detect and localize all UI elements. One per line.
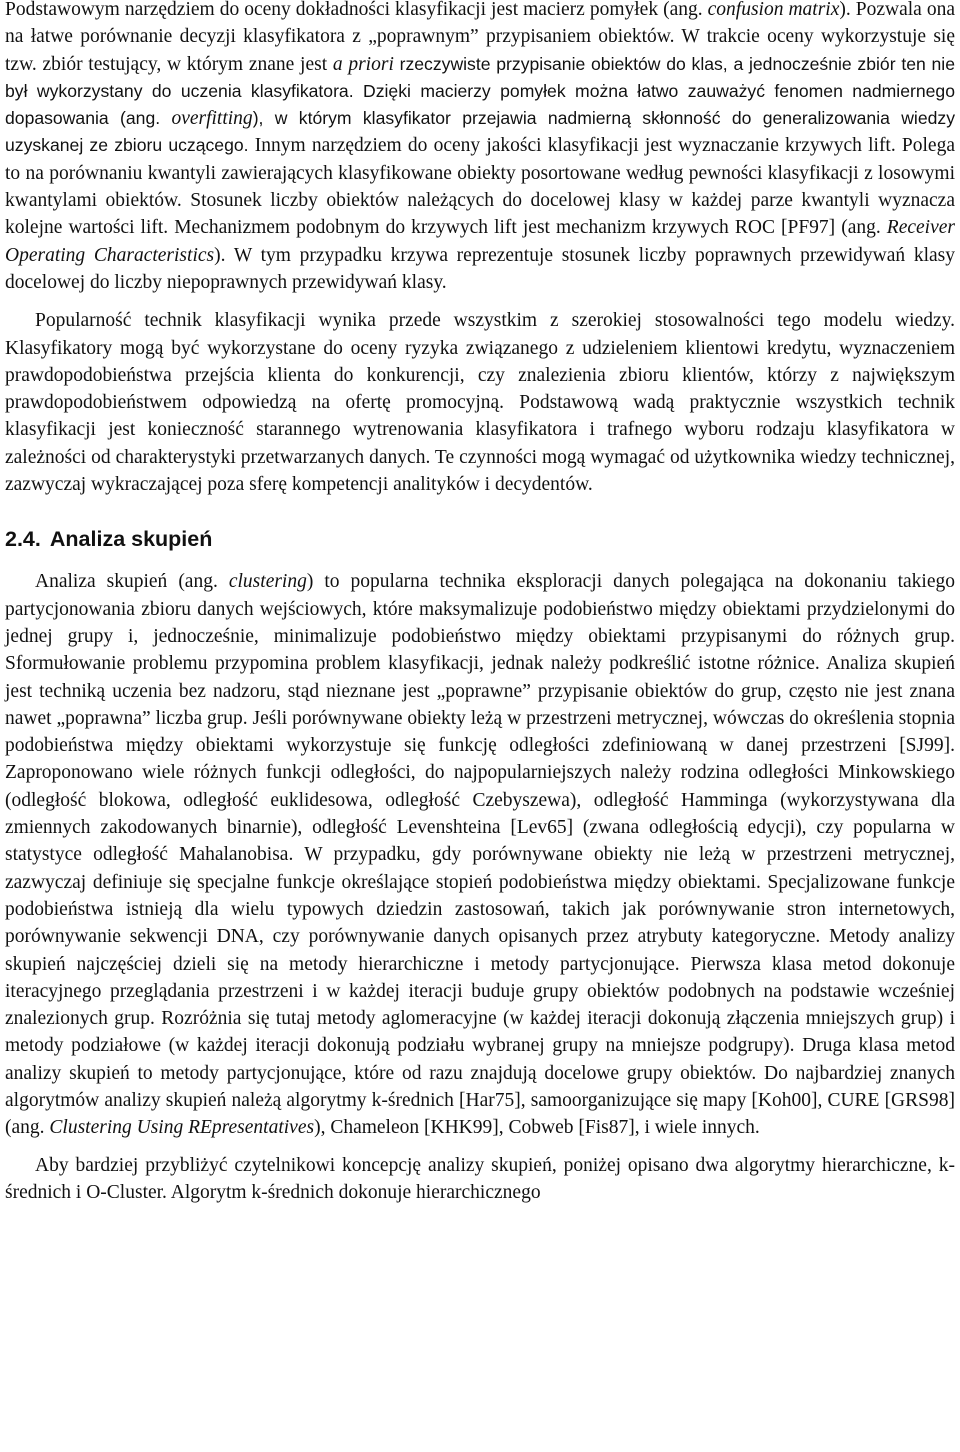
- text-run: Analiza skupień (ang.: [35, 571, 229, 593]
- text-run: ), Chameleon [KHK99], Cobweb [Fis87], i wiele innych.: [314, 1117, 760, 1139]
- italic-term: overfitting: [171, 108, 253, 130]
- text-run: Popularność technik klasyfikacji wynika przede wszystkim z szerokiej stosowalności tego modelu wiedzy. Klasyfikatory mogą być wykorzystane do oceny ryzyka związanego z udzieleniem klientowi kredytu, wyznaczeniem prawdopodobieństwa przejścia klienta do konkurencji, czy znalezienia zbioru klientów, którzy z największym prawdopodobieństwem odpowiedzą na ofertę promocyjną. Podstawową wadą praktycznie wszystkich technik klasyfikacji jest konieczność starannego wytrenowania klasyfikatora i trafnego wyboru rodzaju klasyfikatora w zależności od charakterystyki przetwarzanych danych. Te czynności mogą wymagać od użytkownika wiedzy technicznej, zazwyczaj wykraczającej poza sferę kompetencji analityków i decydentów.: [5, 310, 955, 496]
- paragraph-classification-popularity: [5, 307, 955, 498]
- text-run: rzeczywiste przypisanie obiektów do klas, a jednocześnie zbiór ten nie był wykorzystany do uczenia klasyfikatora. Dzięki macierzy pomyłek można łatwo zauważyć fenomen nadmiernego dopasowania (ang.: [5, 53, 955, 129]
- section-heading: [5, 524, 955, 554]
- text-run: Innym narzędziem do oceny jakości klasyfikacji jest wyznaczanie krzywych lift. Polega to na porównaniu kwantyli zawierających klasyfikowane obiekty posortowane według pewności klasyfikacji z losowymi kwantylami obiektów. Stosunek liczby obiektów należących do docelowej klasy w każdej parze kwantyli wyznacza kolejne wartości lift. Mechanizmem podobnym do krzywych lift jest mechanizm krzywych ROC [PF97] (ang.: [5, 135, 955, 239]
- italic-term: clustering: [228, 571, 307, 593]
- text-run: ), w którym klasyfikator przejawia nadmierną skłonność do generalizowania wiedzy uzyskanej ze zbioru uczącego.: [5, 108, 955, 156]
- paragraph-clustering-definition: [5, 568, 955, 1141]
- text-run: ). Pozwala ona na łatwe porównanie decyzji klasyfikatora z „poprawnym” przypisaniem obiektów. W trakcie oceny wykorzystuje się tzw. zbiór testujący, w którym znane jest: [5, 0, 955, 75]
- italic-term: confusion matrix: [707, 0, 840, 20]
- text-run: Podstawowym narzędziem do oceny dokładności klasyfikacji jest macierz pomyłek (ang.: [5, 0, 708, 20]
- text-run: ). W tym przypadku krzywa reprezentuje stosunek liczby poprawnych przewidywań klasy docelowej do liczby niepoprawnych przewidywań klasy.: [5, 244, 955, 293]
- paragraph-classification-evaluation: [5, 0, 955, 296]
- section-number: 2.4.: [5, 527, 41, 552]
- italic-term: a priori: [332, 53, 394, 75]
- italic-term: Clustering Using REpresentatives: [49, 1117, 315, 1139]
- section-title: Analiza skupień: [49, 527, 213, 552]
- page-content: [5, 0, 955, 1206]
- italic-term: Receiver Operating Characteristics: [5, 217, 955, 266]
- text-run: ) to popularna technika eksploracji danych polegająca na dokonaniu takiego partycjonowania zbioru danych wejściowych, które maksymalizuje podobieństwo między obiektami przydzielonymi do jednej grupy i, jednocześnie, minimalizuje podobieństwo między obiektami przypisanymi do różnych grup. Sformułowanie problemu przypomina problem klasyfikacji, jednak należy podkreślić istotne różnice. Analiza skupień jest techniką uczenia bez nadzoru, stąd nieznane jest „poprawne” przypisanie obiektów do grup, często nie jest znana nawet „poprawna” liczba grup. Jeśli porównywane obiekty leżą w przestrzeni metrycznej, wówczas do określenia stopnia podobieństwa między obiektami wykorzystuje się funkcję odległości zdefiniowaną w danej przestrzeni [SJ99]. Zaproponowano wiele różnych funkcji odległości, do najpopularniejszych należy rodzina odległości Minkowskiego (odległość blokowa, odległość euklidesowa, odległość Czebyszewa), odległość Hamminga (wykorzystywana dla zmiennych zakodowanych binarnie), odległość Levenshteina [Lev65] (zwana odległością edycji), czy popularna w statystyce odległość Mahalanobisa. W przypadku, gdy porównywane obiekty nie leżą w przestrzeni metrycznej, zazwyczaj definiuje się specjalne funkcje określające stopień podobieństwa między obiektami. Specjalizowane funkcje podobieństwa istnieją dla wielu typowych dziedzin zastosowań, takich jak porównywanie stron internetowych, porównywanie sekwencji DNA, czy porównywanie danych opisanych przez atrybuty kategoryczne. Metody analizy skupień najczęściej dzieli się na metody hierarchiczne i metody partycjonujące. Pierwsza klasa metod dokonuje iteracyjnego przeglądania przestrzeni i w każdej iteracji buduje grupy obiektów podobnych na podstawie wcześniej znalezionych grup. Rozróżnia się tutaj metody aglomeracyjne (w każdej iteracji dokonują złączenia mniejszych grup) i metody podziałowe (w każdej iteracji dokonują podziału wybranej grupy na mniejsze podgrupy). Druga klasa metod analizy skupień to metody partycjonujące, które od razu znajdują docelowe grupy obiektów. Do najbardziej znanych algorytmów analizy skupień należą algorytmy k-średnich [Har75], samoorganizujące się mapy [Koh00], CURE [GRS98] (ang.: [5, 571, 955, 1139]
- paragraph-clustering-algorithms-intro: [5, 1152, 955, 1207]
- text-run: Aby bardziej przybliżyć czytelnikowi koncepcję analizy skupień, poniżej opisano dwa algorytmy hierarchiczne, k-średnich i O-Cluster. Algorytm k-średnich dokonuje hierarchicznego: [5, 1154, 955, 1203]
